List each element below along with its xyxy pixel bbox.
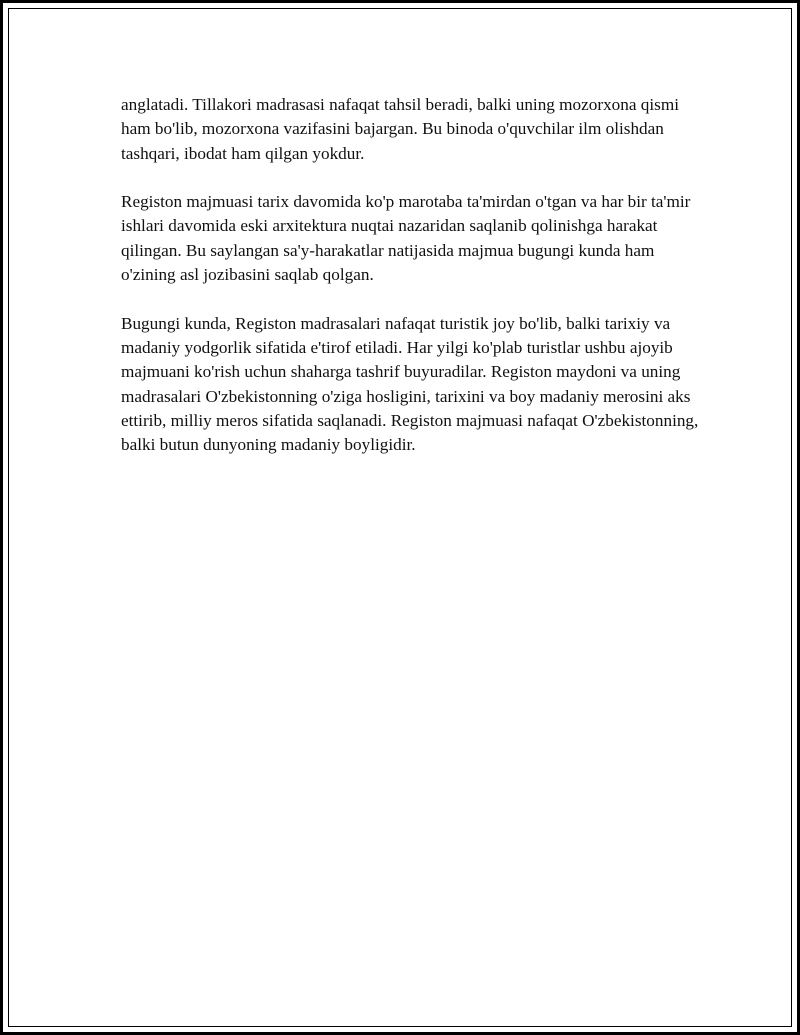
paragraph-2: Registon majmuasi tarix davomida ko'p marotaba ta'mirdan o'tgan va har bir ta'mir ishlari davomida eski arxitektura nuqtai nazaridan saqlanib qolinishga harakat qilingan. Bu saylangan sa'y-harakatlar natijasida majmua bugungi kunda ham o'zining asl jozibasini saqlab qolgan. bbox=[121, 192, 691, 285]
document-body bbox=[121, 93, 699, 482]
paragraph-3: Bugungi kunda, Registon madrasalari nafaqat turistik joy bo'lib, balki tarixiy va madaniy yodgorlik sifatida e'tirof etiladi. Har yilgi ko'plab turistlar ushbu ajoyib majmuani ko'rish uchun shaharga tashrif buyuradilar. Registon maydoni va uning madrasalari O'zbekistonning o'ziga hosligini, tarixini va boy madaniy merosini aks ettirib, milliy meros sifatida saqlanadi. Registon majmuasi nafaqat O'zbekistonning, balki butun dunyoning madaniy boyligidir. bbox=[121, 313, 699, 455]
paragraph-1: anglatadi. Tillakori madrasasi nafaqat tahsil beradi, balki uning mozorxona qismi ham bo'lib, mozorxona vazifasini bajargan. Bu binoda o'quvchilar ilm olishdan tashqari, ibodat ham qilgan yokdur. bbox=[121, 95, 679, 163]
